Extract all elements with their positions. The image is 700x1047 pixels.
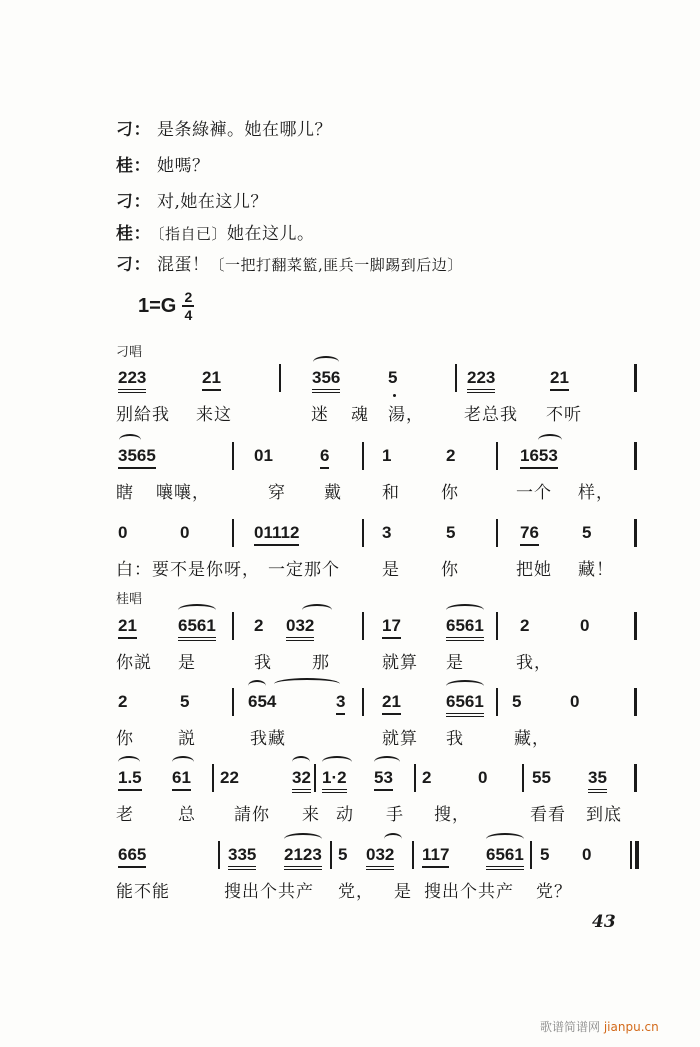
note-group: 0 xyxy=(180,523,190,542)
slur xyxy=(486,833,524,845)
note-group: 53 xyxy=(374,768,393,791)
note-group: 6561 xyxy=(446,692,484,717)
note-group: 5 xyxy=(446,523,456,542)
note-group: 654 xyxy=(248,692,277,711)
note-group: 21 xyxy=(382,692,401,715)
note-group: 3 xyxy=(336,692,345,715)
note-group: 17 xyxy=(382,616,401,639)
slur xyxy=(248,680,266,692)
note-group: 61 xyxy=(172,768,191,791)
note-group: 6 xyxy=(320,446,329,469)
note-group: 35 xyxy=(588,768,607,793)
dialogue-line-2: 桂： 她嗎？ xyxy=(116,156,210,176)
note-group: 32 xyxy=(292,768,311,793)
role-label-diao: 刁唱 xyxy=(116,345,143,360)
slur xyxy=(119,434,141,446)
slur xyxy=(302,604,332,616)
slur xyxy=(446,680,484,692)
dialogue-line-1: 刁： 是条綠褲。她在哪儿？ xyxy=(116,120,332,140)
slur xyxy=(374,756,400,768)
barline xyxy=(232,612,234,640)
barline xyxy=(634,519,637,547)
dialogue-line-4: 桂： 〔指自已〕她在这儿。 xyxy=(116,224,315,244)
note-group: 117 xyxy=(422,845,449,868)
note-group: 22 xyxy=(220,768,239,787)
page-number: 43 xyxy=(592,912,616,932)
final-barline-thin xyxy=(630,841,632,869)
note-group: 2 xyxy=(446,446,456,465)
note-group: 0 xyxy=(580,616,590,635)
note-group: 223 xyxy=(467,368,495,393)
score-row-4: 21 6561 2 032 17 6561 2 0 你説 是 我 那 就算 是 我， xyxy=(116,616,636,686)
note-group: 0 xyxy=(118,523,128,542)
barline xyxy=(496,612,498,640)
note-group: 5 xyxy=(180,692,190,711)
note-group: 1.5 xyxy=(118,768,142,791)
note-group: 0 xyxy=(582,845,592,864)
barline xyxy=(455,364,457,392)
barline xyxy=(634,364,637,392)
note-group: 76 xyxy=(520,523,539,546)
note-group: 55 xyxy=(532,768,551,787)
barline xyxy=(522,764,524,792)
barline xyxy=(496,442,498,470)
note-group: 032 xyxy=(286,616,314,641)
note-group: 0 xyxy=(570,692,580,711)
note-group: 356 xyxy=(312,368,340,393)
note-group: 0 xyxy=(478,768,488,787)
barline xyxy=(232,519,234,547)
note-group: 21 xyxy=(202,368,221,391)
barline xyxy=(414,764,416,792)
note-group: 2 xyxy=(118,692,128,711)
slur xyxy=(292,756,310,768)
note-group: 3565 xyxy=(118,446,156,469)
slur xyxy=(538,434,562,446)
note-group: 5 xyxy=(512,692,522,711)
barline xyxy=(496,519,498,547)
barline xyxy=(496,688,498,716)
barline xyxy=(362,519,364,547)
note-group: 5 xyxy=(540,845,550,864)
note-group: 1 xyxy=(382,446,392,465)
barline xyxy=(279,364,281,392)
note-group: 2 xyxy=(254,616,264,635)
note-group: 335 xyxy=(228,845,256,870)
score-row-2: 3565 01 6 1 2 1653 瞎 嚷嚷， 穿 戴 和 你 一个 样， xyxy=(116,446,636,516)
barline xyxy=(232,442,234,470)
note-group: 6561 xyxy=(178,616,216,641)
note-group: 665 xyxy=(118,845,146,868)
note-group: 223 xyxy=(118,368,146,393)
barline xyxy=(634,688,637,716)
barline xyxy=(362,688,364,716)
slur xyxy=(118,756,140,768)
slur xyxy=(446,604,484,616)
barline xyxy=(314,764,316,792)
slur xyxy=(384,833,402,845)
note-group: 21 xyxy=(550,368,569,391)
note-group: 1653 xyxy=(520,446,558,469)
score-row-7: 665 335 2123 5 032 117 6561 5 0 能不能 搜出个共产 党， 是 搜出个共产 党？ xyxy=(116,845,636,915)
score-row-1: 223 21 356 5 223 21 别給我 来这 迷 魂 湯， 老总我 不听 xyxy=(116,368,636,438)
slur xyxy=(178,604,216,616)
time-signature: $\frac{2}{4}$ xyxy=(182,290,194,322)
barline xyxy=(232,688,234,716)
barline xyxy=(362,442,364,470)
score-row-5: 2 5 654 3 21 6561 5 0 你 説 我藏 就算 我 藏， xyxy=(116,692,636,762)
role-label-gui: 桂唱 xyxy=(116,592,143,607)
slur xyxy=(313,356,339,368)
note-group: 5 xyxy=(582,523,592,542)
note-group: 21 xyxy=(118,616,137,639)
note-group: 6561 xyxy=(446,616,484,641)
barline xyxy=(330,841,332,869)
note-group: 2 xyxy=(520,616,530,635)
score-row-6: 1.5 61 22 32 1·2 53 2 0 55 35 老 总 請你 来 动 手 搜， 看看 到底 xyxy=(116,768,636,838)
dialogue-line-3: 刁： 对,她在这儿？ xyxy=(116,192,268,212)
slur xyxy=(274,678,340,690)
note-group: 01 xyxy=(254,446,273,465)
note-group: 6561 xyxy=(486,845,524,870)
barline xyxy=(634,764,637,792)
slur xyxy=(322,756,352,768)
dialogue-line-5: 刁： 混蛋！〔一把打翻菜籃,匪兵一脚踢到后边〕 xyxy=(116,255,463,275)
note-group: 5 xyxy=(338,845,348,864)
note-group: 032 xyxy=(366,845,394,870)
barline xyxy=(412,841,414,869)
final-barline-thick xyxy=(635,841,639,869)
barline xyxy=(362,612,364,640)
barline xyxy=(634,442,637,470)
key-signature: 1=G $\frac{2}{4}$ xyxy=(138,290,194,322)
note-group: 2 xyxy=(422,768,432,787)
note-group: 1·2 xyxy=(322,768,347,793)
note-group: 5 xyxy=(388,368,398,387)
slur xyxy=(284,833,322,845)
note-group: 01112 xyxy=(254,523,299,546)
slur xyxy=(172,756,194,768)
barline xyxy=(530,841,532,869)
note-group: 3 xyxy=(382,523,392,542)
barline xyxy=(212,764,214,792)
barline xyxy=(218,841,220,869)
note-group: 2123 xyxy=(284,845,322,870)
barline xyxy=(634,612,637,640)
watermark: 歌谱简谱网 jianpu.cn xyxy=(540,1020,659,1034)
score-row-3: 0 0 01112 3 5 76 5 白：要不是你呀， 一定那个 是 你 把她 藏！ xyxy=(116,523,636,593)
